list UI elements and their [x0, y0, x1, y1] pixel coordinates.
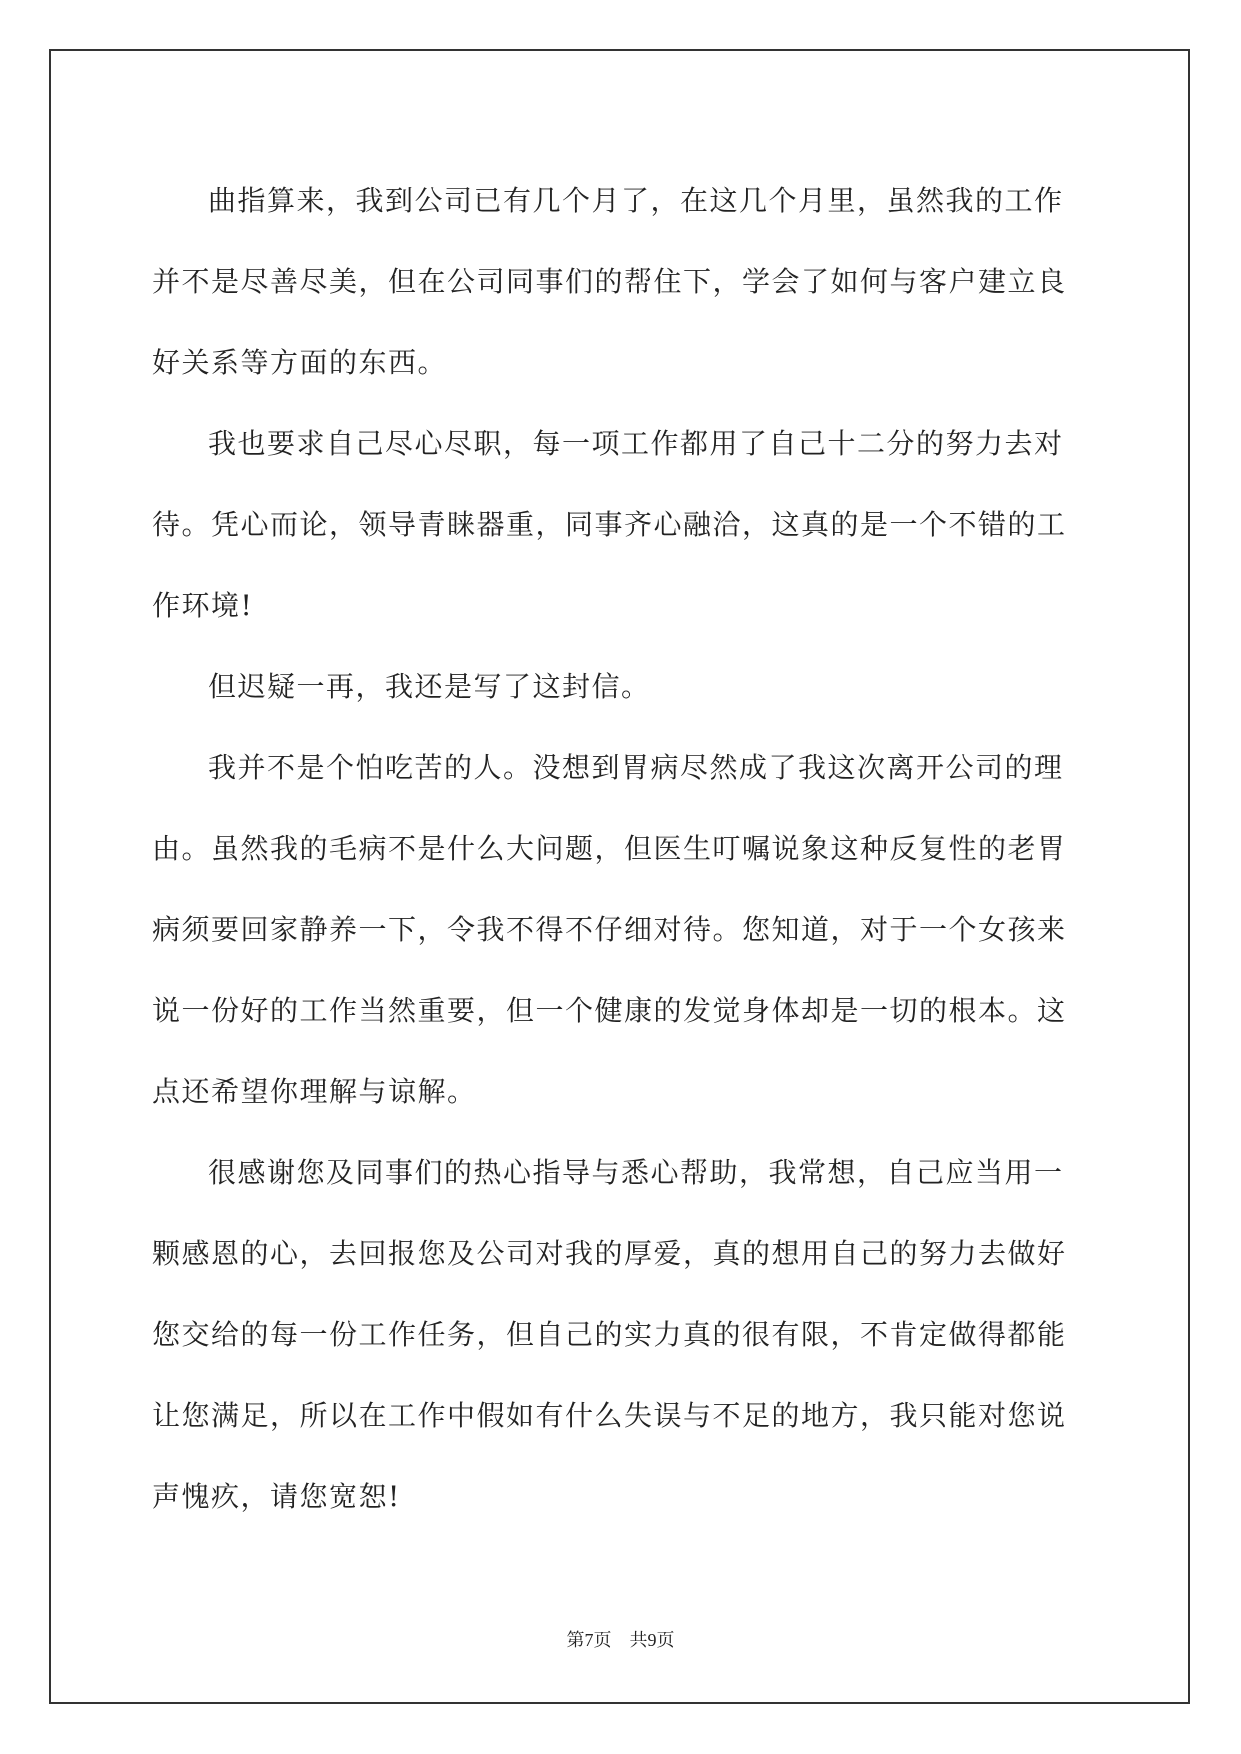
paragraph-2: 我也要求自己尽心尽职，每一项工作都用了自己十二分的努力去对待。凭心而论，领导青睐器重，同事齐心融洽，这真的是一个不错的工作环境! — [152, 427, 1067, 622]
document-body — [152, 160, 1092, 1537]
page-total-prefix: 共 — [629, 1630, 648, 1651]
paragraph-4: 我并不是个怕吃苦的人。没想到胃病尽然成了我这次离开公司的理由。虽然我的毛病不是什么大问题，但医生叮嘱说象这种反复性的老胃病须要回家静养一下，令我不得不仔细对待。您知道，对于一个女孩来说一份好的工作当然重要，但一个健康的发觉身体却是一切的根本。这点还希望你理解与谅解。 — [152, 751, 1067, 1108]
paragraph-3: 但迟疑一再，我还是写了这封信。 — [208, 670, 651, 703]
paragraph-5: 很感谢您及同事们的热心指导与悉心帮助，我常想，自己应当用一颗感恩的心，去回报您及公司对我的厚爱，真的想用自己的努力去做好您交给的每一份工作任务，但自己的实力真的很有限，不肯定做得都能让您满足，所以在工作中假如有什么失误与不足的地方，我只能对您说声愧疚，请您宽恕! — [152, 1156, 1067, 1513]
page-total-suffix: 页 — [656, 1630, 675, 1651]
paragraph-1: 曲指算来，我到公司已有几个月了，在这几个月里，虽然我的工作并不是尽善尽美，但在公司同事们的帮住下，学会了如何与客户建立良好关系等方面的东西。 — [152, 184, 1067, 379]
page-number-total: 9 — [647, 1630, 657, 1650]
page-number-prefix: 第 — [566, 1630, 585, 1651]
page-number-suffix: 页 — [593, 1630, 612, 1651]
page-number-current: 7 — [584, 1630, 594, 1650]
page-footer — [0, 1626, 1241, 1652]
